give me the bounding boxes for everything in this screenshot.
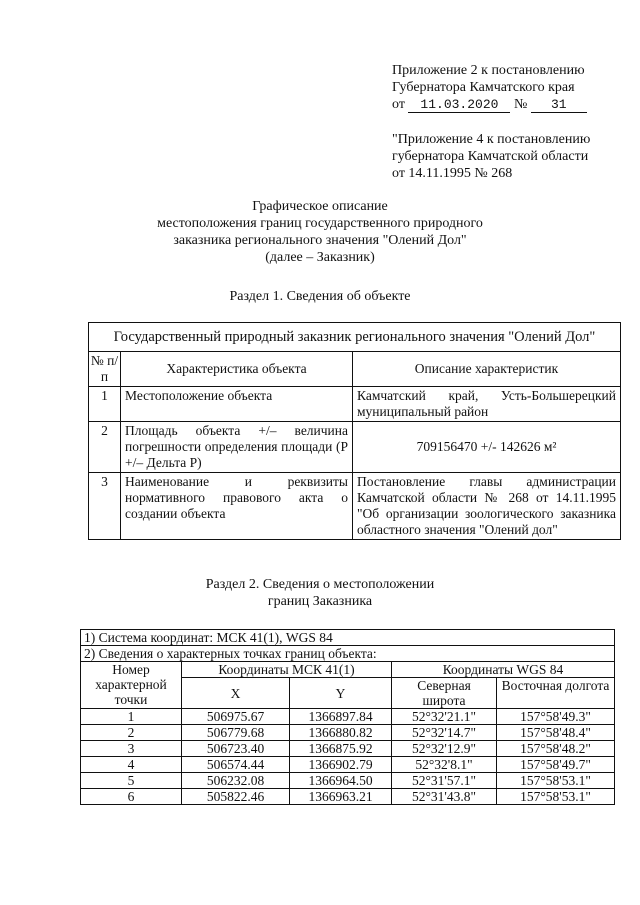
annex-line-1: Приложение 2 к постановлению [392,63,585,78]
table-row [81,741,615,757]
point-lon: 157°58'53.1" [497,773,615,789]
section2-heading-line-2: границ Заказника [267,594,373,609]
point-lat: 52°32'12.9" [392,741,497,757]
title-line-1: Графическое описание [252,199,388,214]
annex-line-2: Губернатора Камчатского края [392,80,575,95]
ref-line-1: "Приложение 4 к постановлению [392,132,591,147]
object-table-title: Государственный природный заказник регионального значения "Олений Дол" [89,323,621,352]
point-num: 1 [81,709,182,725]
table-row [81,789,615,805]
coordinate-system: 1) Система координат: МСК 41(1), WGS 84 [81,630,615,646]
annex-header [392,62,587,113]
point-x: 506975.67 [182,709,290,725]
point-x: 506779.68 [182,725,290,741]
table-row [81,757,615,773]
decree-number: 31 [531,98,587,113]
table-row [89,387,621,422]
row-desc: Постановление главы администрации Камчатской области № 268 от 14.11.1995 "Об организации зоологического заказника областного значения "Олений дол" [353,473,621,540]
table-row [81,773,615,789]
section2-heading [0,576,640,610]
point-x: 506232.08 [182,773,290,789]
point-lat: 52°32'14.7" [392,725,497,741]
point-lat: 52°32'8.1" [392,757,497,773]
row-num: 2 [89,422,121,473]
row-desc: 709156470 +/- 142626 м² [353,422,621,473]
col-header-char: Характеристика объекта [121,352,353,387]
point-lat: 52°31'43.8" [392,789,497,805]
section2-heading-line-1: Раздел 2. Сведения о местоположении [205,577,435,592]
point-x: 506723.40 [182,741,290,757]
point-num: 3 [81,741,182,757]
col-header-point: Номер характерной точки [81,662,182,709]
point-y: 1366902.79 [290,757,392,773]
decree-date: 11.03.2020 [408,98,510,113]
points-title: 2) Сведения о характерных точках границ объекта: [81,646,615,662]
point-lon: 157°58'49.3" [497,709,615,725]
table-row [81,709,615,725]
point-lon: 157°58'49.7" [497,757,615,773]
point-y: 1366875.92 [290,741,392,757]
point-x: 505822.46 [182,789,290,805]
col-header-desc: Описание характеристик [353,352,621,387]
point-lon: 157°58'53.1" [497,789,615,805]
point-lat: 52°31'57.1" [392,773,497,789]
table-row [89,422,621,473]
col-header-y: Y [290,678,392,709]
row-desc: Камчатский край, Усть-Большерецкий муниципальный район [353,387,621,422]
col-header-msk: Координаты МСК 41(1) [182,662,392,678]
title-line-2: местоположения границ государственного природного [157,216,483,231]
col-header-lat: Северная широта [392,678,497,709]
annex-reference [392,131,590,182]
table-row [81,725,615,741]
title-line-3: заказника регионального значения "Олений Дол" [173,233,467,248]
col-header-lon: Восточная долгота [497,678,615,709]
row-num: 3 [89,473,121,540]
boundary-points-table [80,629,615,805]
table-row [89,473,621,540]
col-header-num: № п/п [89,352,121,387]
col-header-wgs: Координаты WGS 84 [392,662,615,678]
point-y: 1366964.50 [290,773,392,789]
point-num: 4 [81,757,182,773]
row-char: Наименование и реквизиты нормативного правового акта о создании объекта [121,473,353,540]
point-lon: 157°58'48.2" [497,741,615,757]
title-line-4: (далее – Заказник) [265,250,375,265]
point-y: 1366897.84 [290,709,392,725]
point-y: 1366963.21 [290,789,392,805]
point-y: 1366880.82 [290,725,392,741]
row-num: 1 [89,387,121,422]
annex-date-line [392,96,587,113]
point-num: 6 [81,789,182,805]
point-lat: 52°32'21.1" [392,709,497,725]
num-prefix: № [513,97,528,112]
point-lon: 157°58'48.4" [497,725,615,741]
row-char: Местоположение объекта [121,387,353,422]
section1-heading: Раздел 1. Сведения об объекте [229,289,411,304]
point-num: 2 [81,725,182,741]
ref-line-2: губернатора Камчатской области [392,149,589,164]
ref-line-3: от 14.11.1995 № 268 [392,166,513,181]
point-x: 506574.44 [182,757,290,773]
document-title [0,198,640,266]
row-char: Площадь объекта +/– величина погрешности определения площади (Р +/– Дельта Р) [121,422,353,473]
date-prefix: от [392,97,405,112]
point-num: 5 [81,773,182,789]
col-header-x: X [182,678,290,709]
object-info-table [88,322,621,540]
